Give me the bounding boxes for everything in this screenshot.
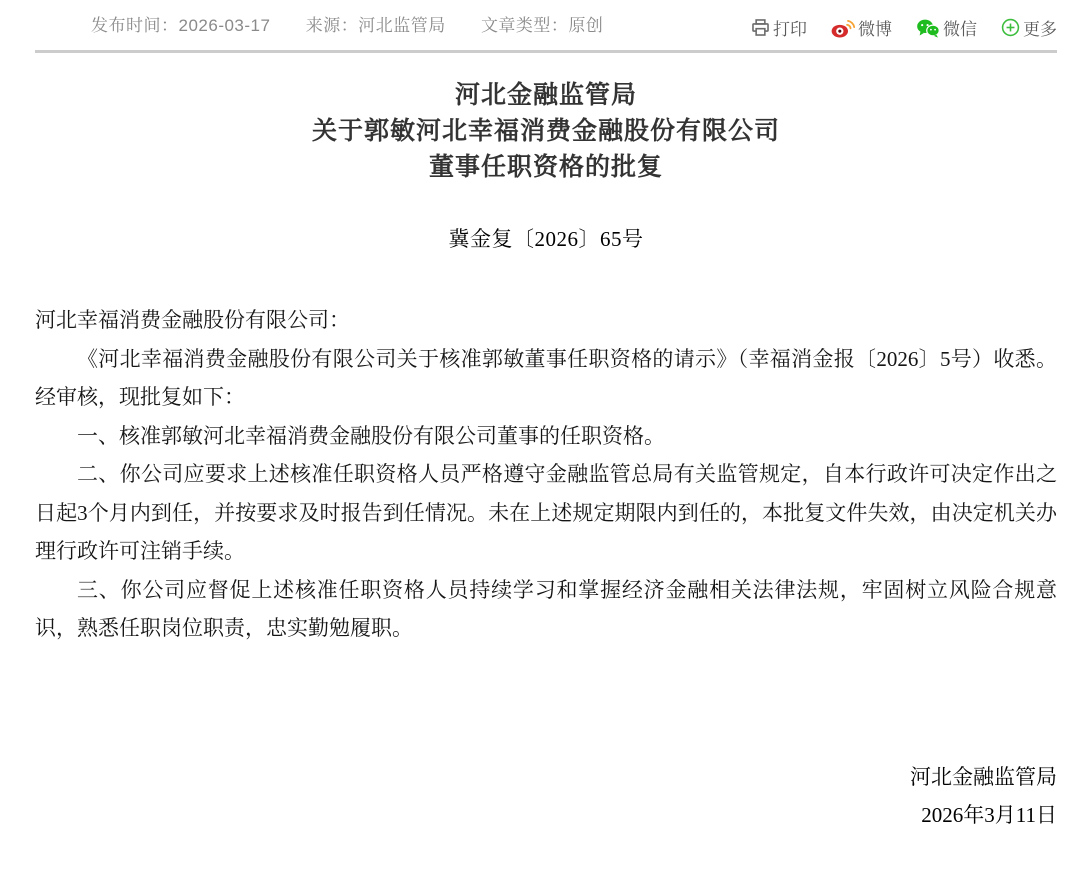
source — [306, 16, 446, 35]
document-text — [35, 301, 1057, 648]
publish-time-label: 发布时间： — [91, 16, 179, 35]
publish-time — [91, 16, 270, 35]
print-button[interactable] — [751, 15, 807, 40]
signature-block — [35, 758, 1057, 835]
issue-date: 2026年3月11日 — [921, 803, 1057, 827]
source-value: 河北监管局 — [358, 16, 446, 35]
share-toolbar — [751, 13, 1057, 40]
salutation: 河北幸福消费金融股份有限公司： — [35, 308, 350, 332]
title-line-1: 河北金融监管局 — [454, 81, 637, 109]
article-meta — [91, 13, 639, 39]
title-line-3: 董事任职资格的批复 — [428, 153, 663, 181]
article-type-label: 文章类型： — [480, 16, 569, 35]
weibo-icon — [831, 18, 855, 38]
publish-time-value: 2026-03-17 — [178, 16, 271, 35]
title-line-2: 关于郭敏河北幸福消费金融股份有限公司 — [311, 117, 780, 145]
plus-circle-icon — [1001, 18, 1020, 37]
weibo-label: 微博 — [858, 20, 892, 39]
weibo-share-button[interactable] — [831, 15, 892, 40]
source-label: 来源： — [305, 16, 359, 35]
document-title — [35, 77, 1057, 185]
paragraph-item-3: 三、你公司应督促上述核准任职资格人员持续学习和掌握经济金融相关法律法规，牢固树立风险合规意识，熟悉任职岗位职责，忠实勤勉履职。 — [35, 577, 1057, 640]
article-meta-bar — [35, 0, 1057, 53]
issuer-name: 河北金融监管局 — [910, 764, 1057, 789]
article-page — [35, 0, 1057, 835]
paragraph-item-2: 二、你公司应要求上述核准任职资格人员严格遵守金融监管总局有关监管规定，自本行政许可决定作出之日起3个月内到任，并按要求及时报告到任情况。未在上述规定期限内到任的，本批复文件失效，由决定机关办理行政许可注销手续。 — [35, 462, 1057, 563]
wechat-label: 微信 — [943, 20, 977, 39]
more-label: 更多 — [1023, 20, 1057, 39]
wechat-icon — [916, 18, 940, 38]
paragraph-item-1: 一、核准郭敏河北幸福消费金融股份有限公司董事的任职资格。 — [77, 423, 665, 448]
document-body — [35, 77, 1057, 835]
more-share-button[interactable] — [1001, 15, 1057, 40]
article-type-value: 原创 — [568, 16, 604, 35]
printer-icon — [751, 18, 770, 37]
paragraph-intro: 《河北幸福消费金融股份有限公司关于核准郭敏董事任职资格的请示》（幸福消金报〔2026〕5号）收悉。经审核，现批复如下： — [35, 346, 1057, 409]
wechat-share-button[interactable] — [916, 15, 977, 40]
document-number: 冀金复〔2026〕65号 — [448, 227, 644, 251]
print-label: 打印 — [773, 20, 807, 39]
article-type — [481, 16, 604, 35]
